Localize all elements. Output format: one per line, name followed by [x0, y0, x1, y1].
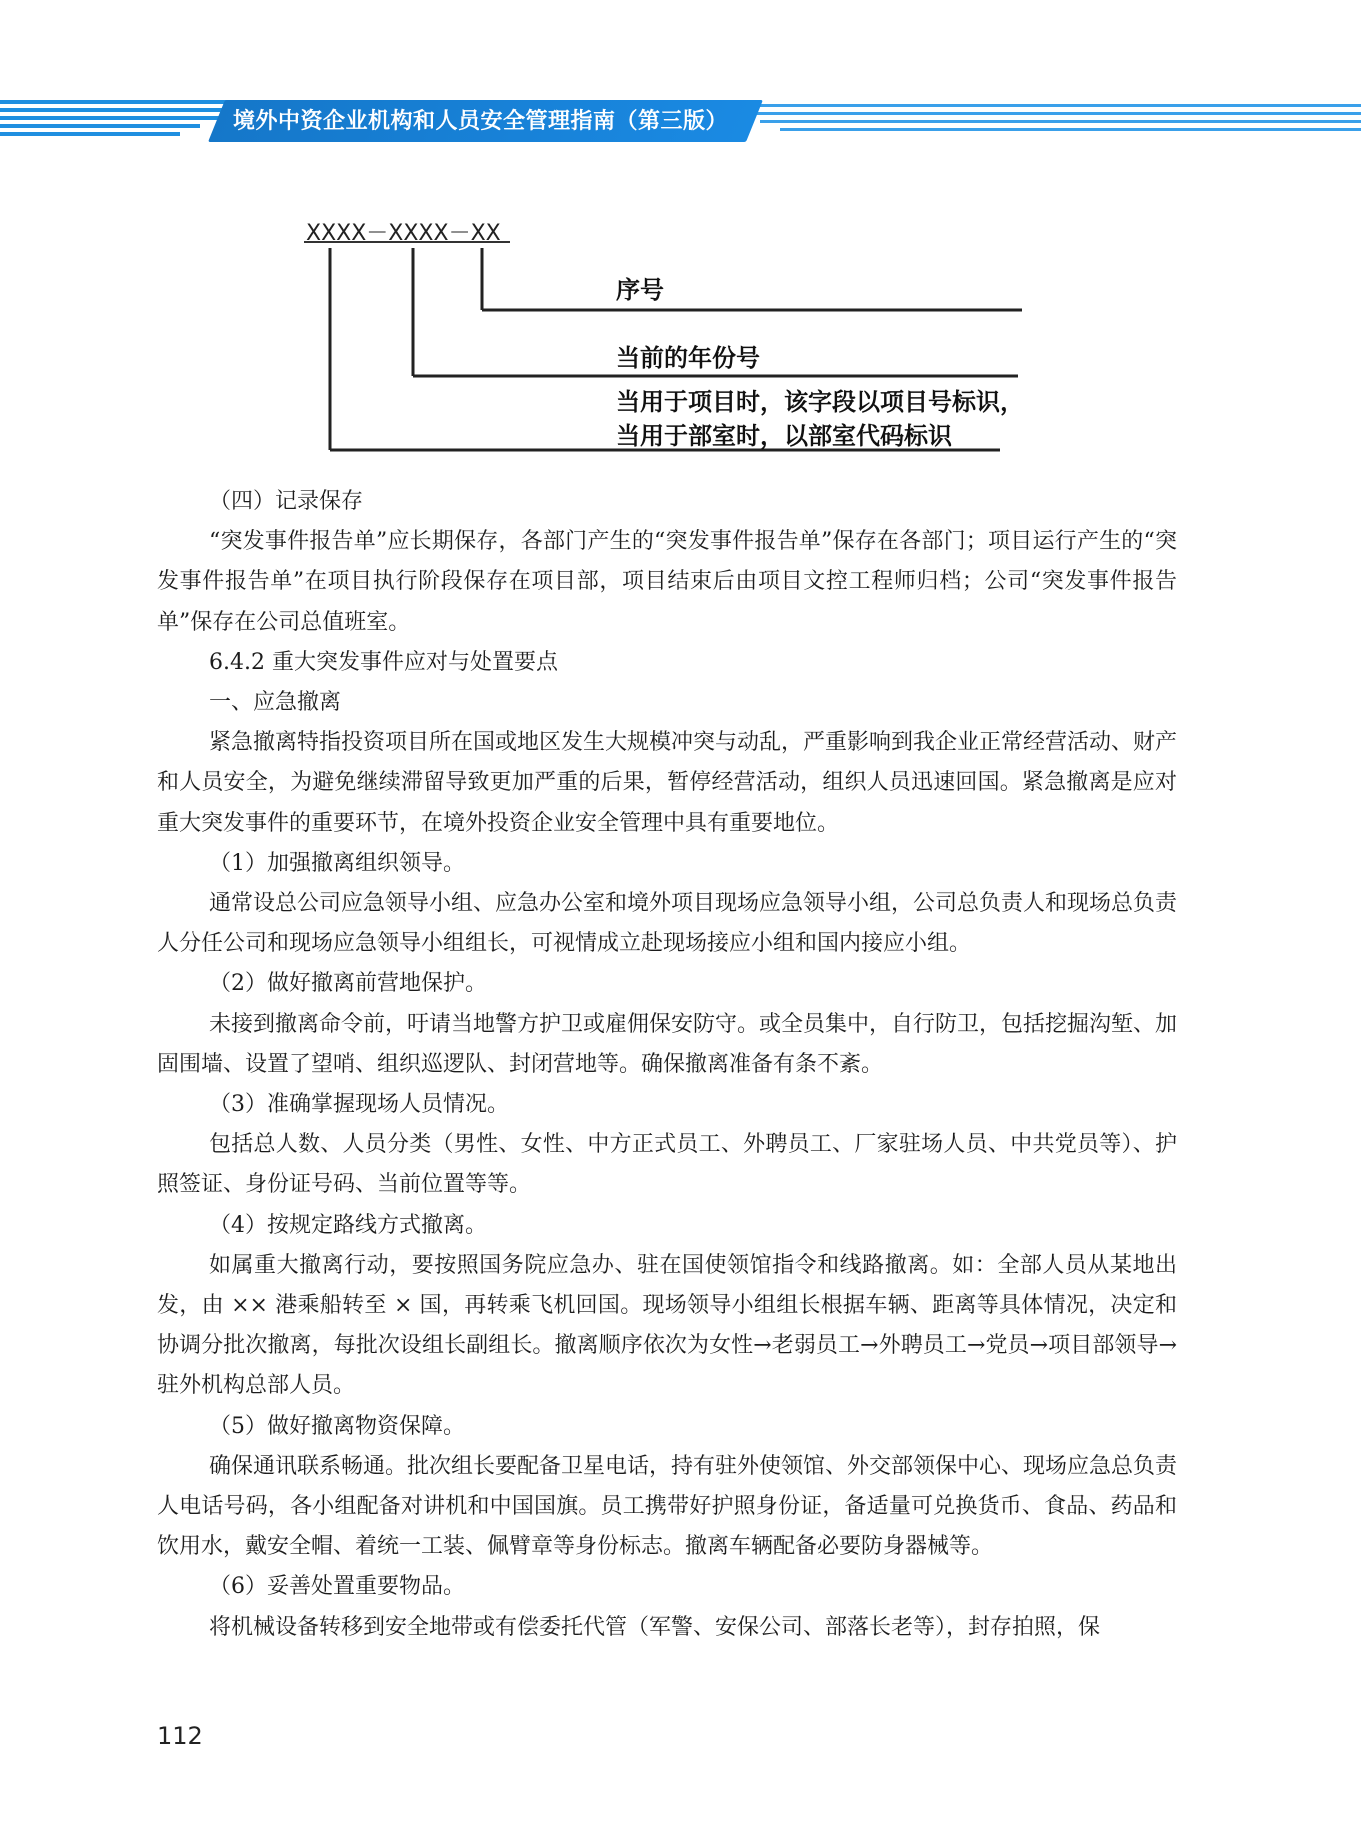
- header-stripe: [0, 100, 260, 104]
- serial-number-label: 序号: [616, 276, 664, 304]
- paragraph: 通常设总公司应急领导小组、应急办公室和境外项目现场应急领导小组，公司总负责人和现场总负责人分任公司和现场应急领导小组组长，可视情成立赴现场接应小组和国内接应小组。: [157, 891, 1178, 957]
- section-heading: 一、应急撤离: [209, 690, 342, 716]
- section-heading: 6.4.2 重大突发事件应对与处置要点: [209, 649, 558, 675]
- header-stripe: [0, 124, 200, 128]
- paragraph: 紧急撤离特指投资项目所在国或地区发生大规模冲突与动乱，严重影响到我企业正常经营活动、财产和人员安全，为避免继续滞留导致更加严重的后果，暂停经营活动，组织人员迅速回国。紧急撤离是应对重大突发事件的重要环节，在境外投资企业安全管理中具有重要地位。: [157, 730, 1178, 836]
- header-stripe: [740, 112, 1361, 115]
- code-structure-diagram: [300, 210, 1060, 460]
- running-header-title: 境外中资企业机构和人员安全管理指南（第三版）: [233, 109, 729, 134]
- body-text: [157, 482, 1177, 1648]
- page-number: 112: [157, 1722, 203, 1750]
- header-stripe: [0, 108, 240, 112]
- header-stripe: [760, 120, 1361, 123]
- item-heading: （4）按规定路线方式撤离。: [209, 1212, 487, 1238]
- year-number-label: 当前的年份号: [616, 344, 760, 372]
- section-heading: （四）记录保存: [209, 489, 364, 514]
- paragraph: “突发事件报告单”应长期保存，各部门产生的“突发事件报告单”保存在各部门；项目运行产生的“突发事件报告单”在项目执行阶段保存在项目部，项目结束后由项目文控工程师归档；公司“突发事件报告单”保存在公司总值班室。: [157, 529, 1177, 635]
- item-heading: （6）妥善处置重要物品。: [209, 1574, 465, 1600]
- paragraph: 未接到撤离命令前，吁请当地警方护卫或雇佣保安防守。或全员集中，自行防卫，包括挖掘沟堑、加固围墙、设置了望哨、组织巡逻队、封闭营地等。确保撤离准备有条不紊。: [157, 1011, 1178, 1077]
- department-code-label: 当用于部室时，以部室代码标识: [616, 422, 952, 450]
- item-heading: （3）准确掌握现场人员情况。: [209, 1092, 509, 1118]
- header-stripe: [720, 104, 1361, 107]
- header-stripe: [780, 128, 1361, 131]
- code-format-label: XXXX－XXXX－XX: [306, 221, 501, 246]
- paragraph: 将机械设备转移到安全地带或有偿委托代管（军警、安保公司、部落长老等），封存拍照，保: [209, 1614, 1101, 1640]
- paragraph: 包括总人数、人员分类（男性、女性、中方正式员工、外聘员工、厂家驻场人员、中共党员等）、护照签证、身份证号码、当前位置等等。: [157, 1132, 1177, 1198]
- item-heading: （2）做好撤离前营地保护。: [209, 971, 487, 997]
- paragraph: 如属重大撤离行动，要按照国务院应急办、驻在国使领馆指令和线路撤离。如：全部人员从某地出发，由 ×× 港乘船转至 × 国，再转乘飞机回国。现场领导小组组长根据车辆、距离等具体情况，决定和协调分批次撤离，每批次设组长副组长。撤离顺序依次为女性→老弱员工→外聘员工→党员→项目部领导→驻外机构总部人员。: [157, 1252, 1177, 1399]
- item-heading: （1）加强撤离组织领导。: [209, 850, 465, 876]
- paragraph: 确保通讯联系畅通。批次组长要配备卫星电话，持有驻外使领馆、外交部领保中心、现场应急总负责人电话号码，各小组配备对讲机和中国国旗。员工携带好护照身份证，备适量可兑换货币、食品、药品和饮用水，戴安全帽、着统一工装、佩臂章等身份标志。撤离车辆配备必要防身器械等。: [157, 1453, 1178, 1560]
- project-id-label: 当用于项目时，该字段以项目号标识，: [616, 388, 1024, 416]
- item-heading: （5）做好撤离物资保障。: [209, 1413, 465, 1439]
- header-stripe: [0, 116, 220, 120]
- header-stripe: [0, 132, 180, 136]
